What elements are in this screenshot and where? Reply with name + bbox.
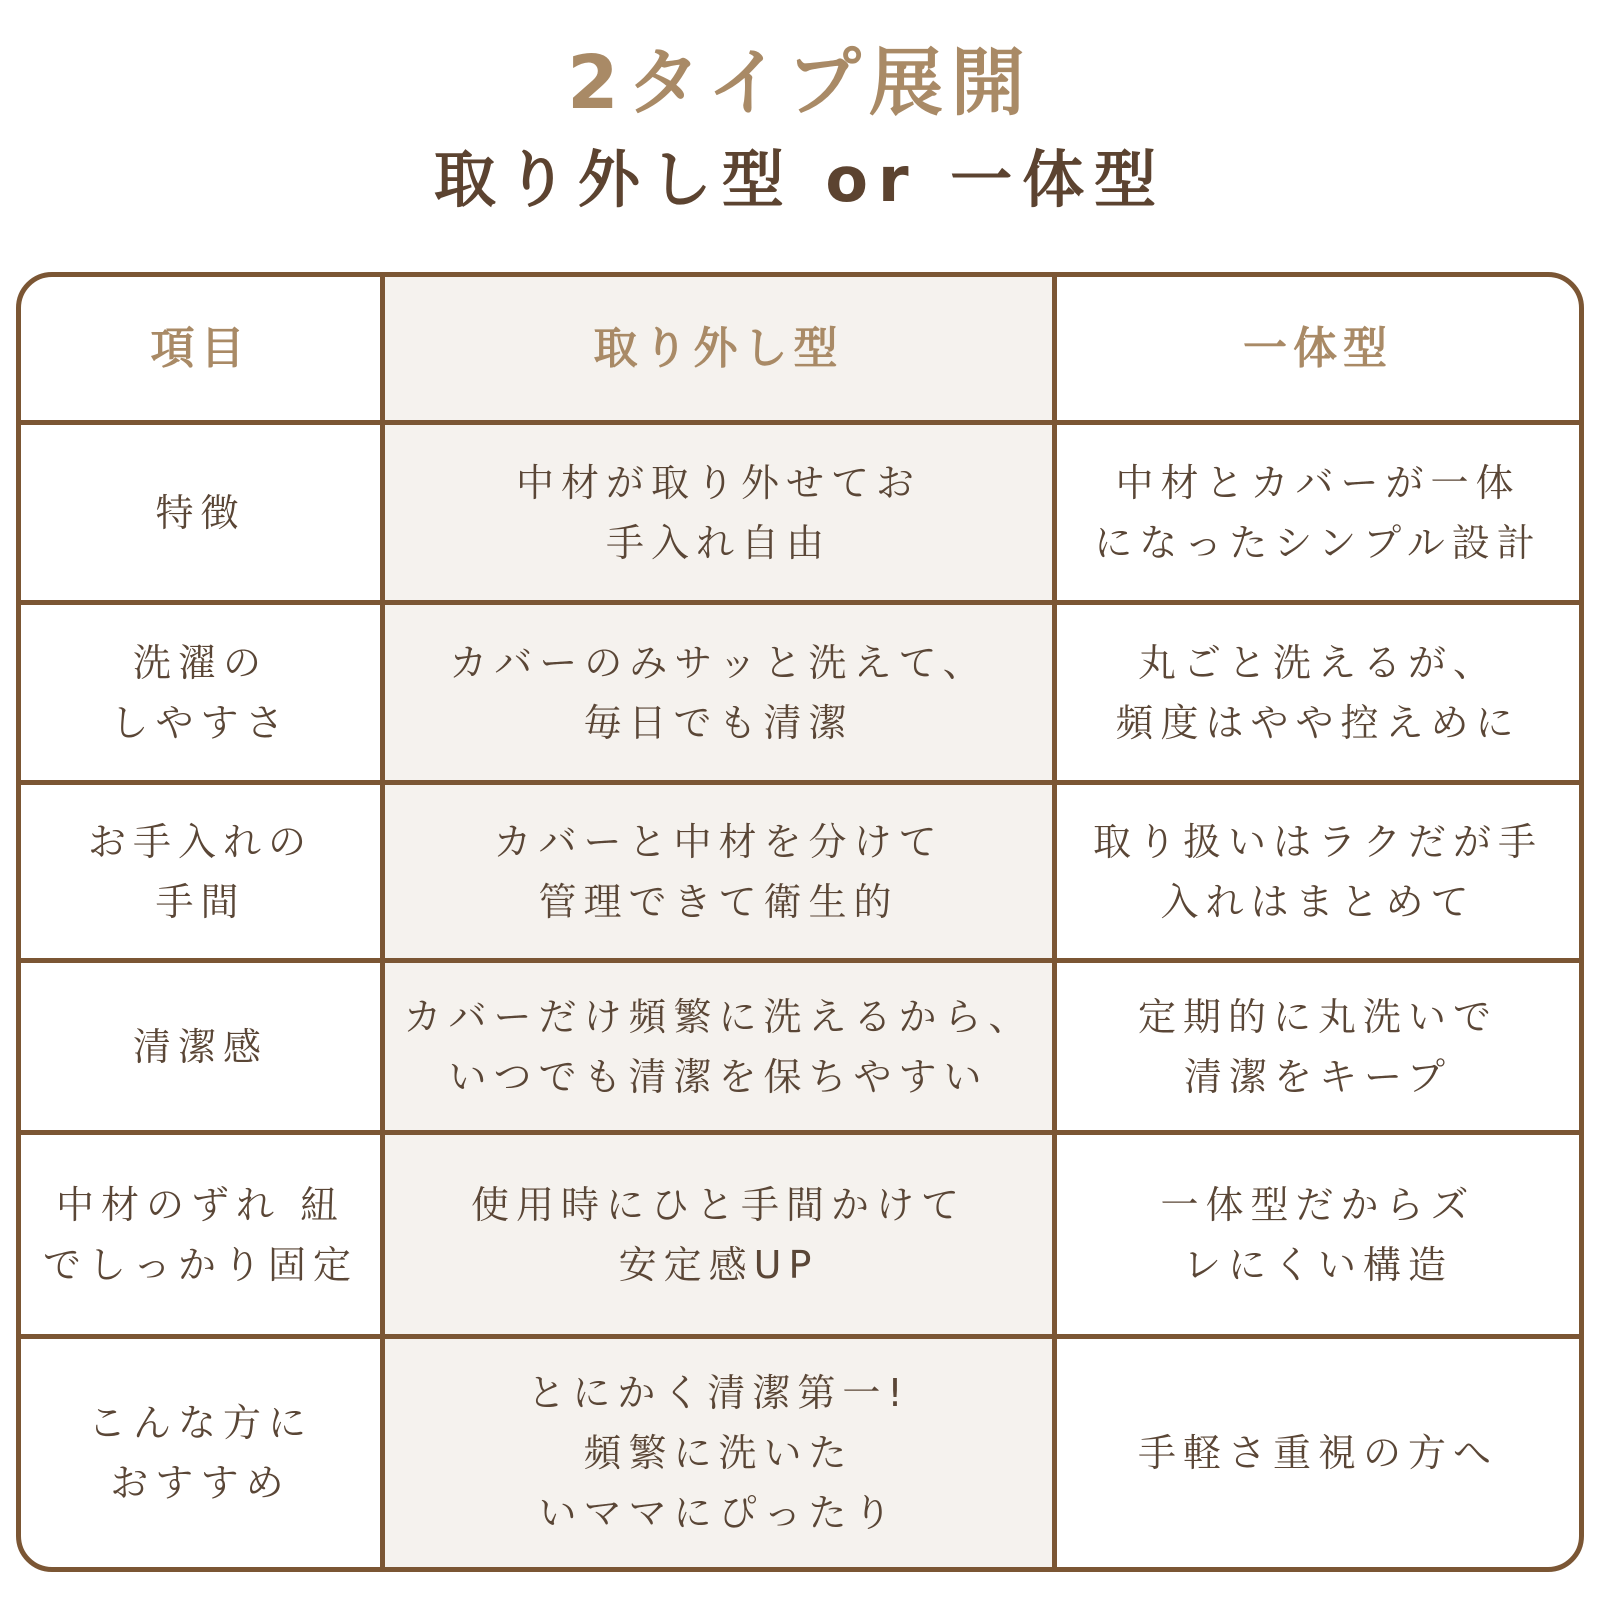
row-label-recommended: こんな方に おすすめ (21, 1339, 385, 1567)
removable-features: 中材が取り外せてお 手入れ自由 (385, 425, 1057, 605)
removable-recommended: とにかく清潔第一! 頻繁に洗いた いママにぴったり (385, 1339, 1057, 1567)
row-label-filling-shift: 中材のずれ 紐 でしっかり固定 (21, 1135, 385, 1339)
row-label-maintenance: お手入れの 手間 (21, 785, 385, 963)
page-title: 2タイプ展開 (567, 40, 1033, 126)
integrated-maintenance: 取り扱いはラクだが手 入れはまとめて (1057, 785, 1579, 963)
removable-maintenance: カバーと中材を分けて 管理できて衛生的 (385, 785, 1057, 963)
removable-cleanliness: カバーだけ頻繁に洗えるから、 いつでも清潔を保ちやすい (385, 963, 1057, 1135)
comparison-table (16, 272, 1584, 1572)
page-subtitle: 取り外し型 or 一体型 (433, 143, 1167, 216)
integrated-recommended: 手軽さ重視の方へ (1137, 1431, 1498, 1475)
header-item: 項目 (21, 277, 385, 425)
integrated-features: 中材とカバーが一体 になったシンプル設計 (1057, 425, 1579, 605)
row-label-washability: 洗濯の しやすさ (21, 605, 385, 785)
header-integrated: 一体型 (1057, 277, 1579, 425)
integrated-washability: 丸ごと洗えるが、 頻度はやや控えめに (1057, 605, 1579, 785)
row-label-features: 特徴 (21, 425, 385, 605)
row-label-cleanliness: 清潔感 (21, 963, 385, 1135)
removable-washability: カバーのみサッと洗えて、 毎日でも清潔 (385, 605, 1057, 785)
removable-filling-shift: 使用時にひと手間かけて 安定感UP (385, 1135, 1057, 1339)
header-removable: 取り外し型 (385, 277, 1057, 425)
integrated-filling-shift: 一体型だからズ レにくい構造 (1057, 1135, 1579, 1339)
integrated-cleanliness: 定期的に丸洗いで 清潔をキープ (1057, 963, 1579, 1135)
